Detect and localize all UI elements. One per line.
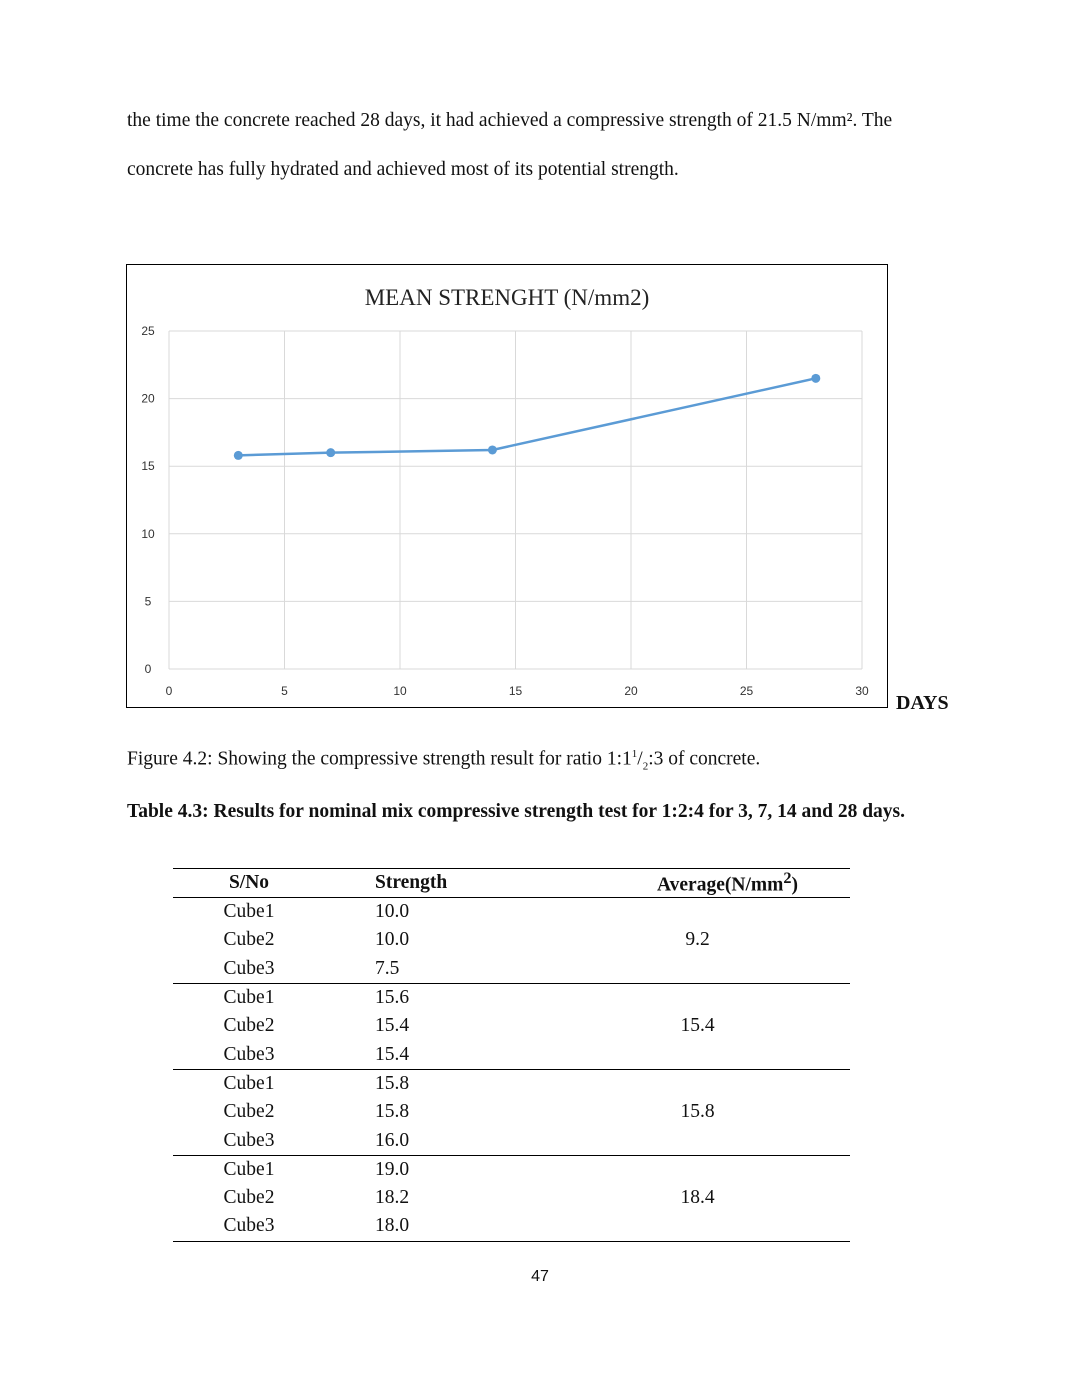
table-row (173, 1098, 850, 1126)
table-row (173, 898, 850, 927)
chart-plot-area (127, 265, 887, 707)
cell-average (605, 1155, 850, 1184)
cell-sno: Cube2 (223, 929, 275, 951)
header-average (605, 869, 850, 898)
header-average-text: Average(N/mm (657, 874, 784, 896)
series-line (238, 378, 816, 455)
cell-strength: 15.8 (375, 1072, 410, 1094)
x-tick-label: 15 (508, 684, 523, 698)
cell-average (605, 1069, 850, 1098)
data-point (326, 448, 335, 457)
cell-average (605, 1212, 850, 1241)
body-text-line-1: the time the concrete reached 28 days, it had achieved a compressive strength of 21.5 N/mm². The (127, 110, 893, 131)
table-header-row (173, 869, 850, 898)
cell-average (605, 983, 850, 1012)
x-axis-label: DAYS (896, 692, 949, 714)
cell-average (605, 955, 850, 984)
cell-sno: Cube3 (173, 1212, 325, 1241)
caption-text-end: :3 of concrete. (648, 748, 761, 770)
cell-sno: Cube2 (223, 1015, 275, 1037)
cell-strength: 18.0 (325, 1212, 605, 1241)
table-body (173, 898, 850, 1242)
cell-strength: 15.6 (375, 987, 410, 1009)
x-tick-label: 0 (165, 684, 173, 698)
table-row (173, 1069, 850, 1098)
cell-average: 9.2 (685, 929, 710, 951)
y-tick-label: 20 (141, 391, 155, 406)
cell-average (605, 898, 850, 927)
cell-sno: Cube3 (173, 1126, 325, 1155)
results-table (173, 868, 850, 1242)
y-tick-label: 0 (144, 662, 152, 676)
table-title: Table 4.3: Results for nominal mix compressive strength test for 1:2:4 for 3, 7, 14 and 28 days. (127, 801, 906, 822)
y-tick-label: 15 (141, 459, 155, 474)
caption-text: Figure 4.2: Showing the compressive strength result for ratio 1:1 (127, 748, 632, 770)
header-strength: Strength (325, 869, 605, 898)
caption-sub: 2 (642, 760, 649, 773)
table-row (173, 955, 850, 984)
table-row (173, 1212, 850, 1241)
table-row (173, 1155, 850, 1184)
table-row (173, 983, 850, 1012)
cell-sno: Cube1 (223, 987, 275, 1009)
header-average-sup: 2 (783, 869, 792, 888)
cell-sno: Cube1 (223, 901, 275, 923)
cell-sno: Cube1 (223, 1158, 275, 1180)
figure-caption (127, 748, 760, 772)
cell-strength: 15.8 (375, 1101, 410, 1123)
cell-strength: 18.2 (375, 1187, 410, 1209)
table-row (173, 1126, 850, 1155)
chart-title: MEAN STRENGHT (N/mm2) (364, 285, 650, 310)
x-tick-label: 10 (393, 684, 407, 698)
body-text-line-2: concrete has fully hydrated and achieved most of its potential strength. (127, 159, 679, 180)
x-tick-label: 25 (739, 684, 754, 698)
cell-sno: Cube2 (223, 1187, 275, 1209)
y-tick-label: 5 (144, 594, 152, 609)
strength-chart (126, 264, 888, 708)
x-tick-label: 30 (855, 684, 869, 698)
cell-sno: Cube1 (223, 1072, 275, 1094)
caption-sup: 1 (631, 748, 638, 760)
header-average-close: ) (791, 874, 798, 896)
x-tick-label: 5 (281, 684, 288, 698)
cell-sno: Cube3 (173, 955, 325, 984)
table-row (173, 1040, 850, 1069)
cell-strength: 15.4 (375, 1015, 410, 1037)
cell-average: 15.4 (680, 1015, 715, 1037)
cell-strength: 10.0 (375, 901, 410, 923)
cell-average: 18.4 (680, 1187, 715, 1209)
cell-strength: 15.4 (325, 1040, 605, 1069)
cell-strength: 10.0 (375, 929, 410, 951)
y-tick-label: 25 (141, 324, 155, 338)
cell-average (605, 1040, 850, 1069)
cell-strength: 7.5 (325, 955, 605, 984)
data-point (811, 374, 820, 383)
header-sno: S/No (173, 869, 325, 898)
cell-average: 15.8 (680, 1101, 715, 1123)
cell-strength: 19.0 (375, 1158, 410, 1180)
table-row (173, 1184, 850, 1212)
y-tick-label: 10 (141, 526, 155, 541)
table-row (173, 1012, 850, 1040)
cell-strength: 16.0 (325, 1126, 605, 1155)
page-number: 47 (531, 1268, 549, 1285)
table-row (173, 926, 850, 954)
caption-slash: / (637, 748, 643, 770)
data-point (234, 451, 243, 460)
x-tick-label: 20 (624, 684, 638, 698)
cell-average (605, 1126, 850, 1155)
data-point (488, 445, 497, 454)
cell-sno: Cube3 (173, 1040, 325, 1069)
cell-sno: Cube2 (223, 1101, 275, 1123)
